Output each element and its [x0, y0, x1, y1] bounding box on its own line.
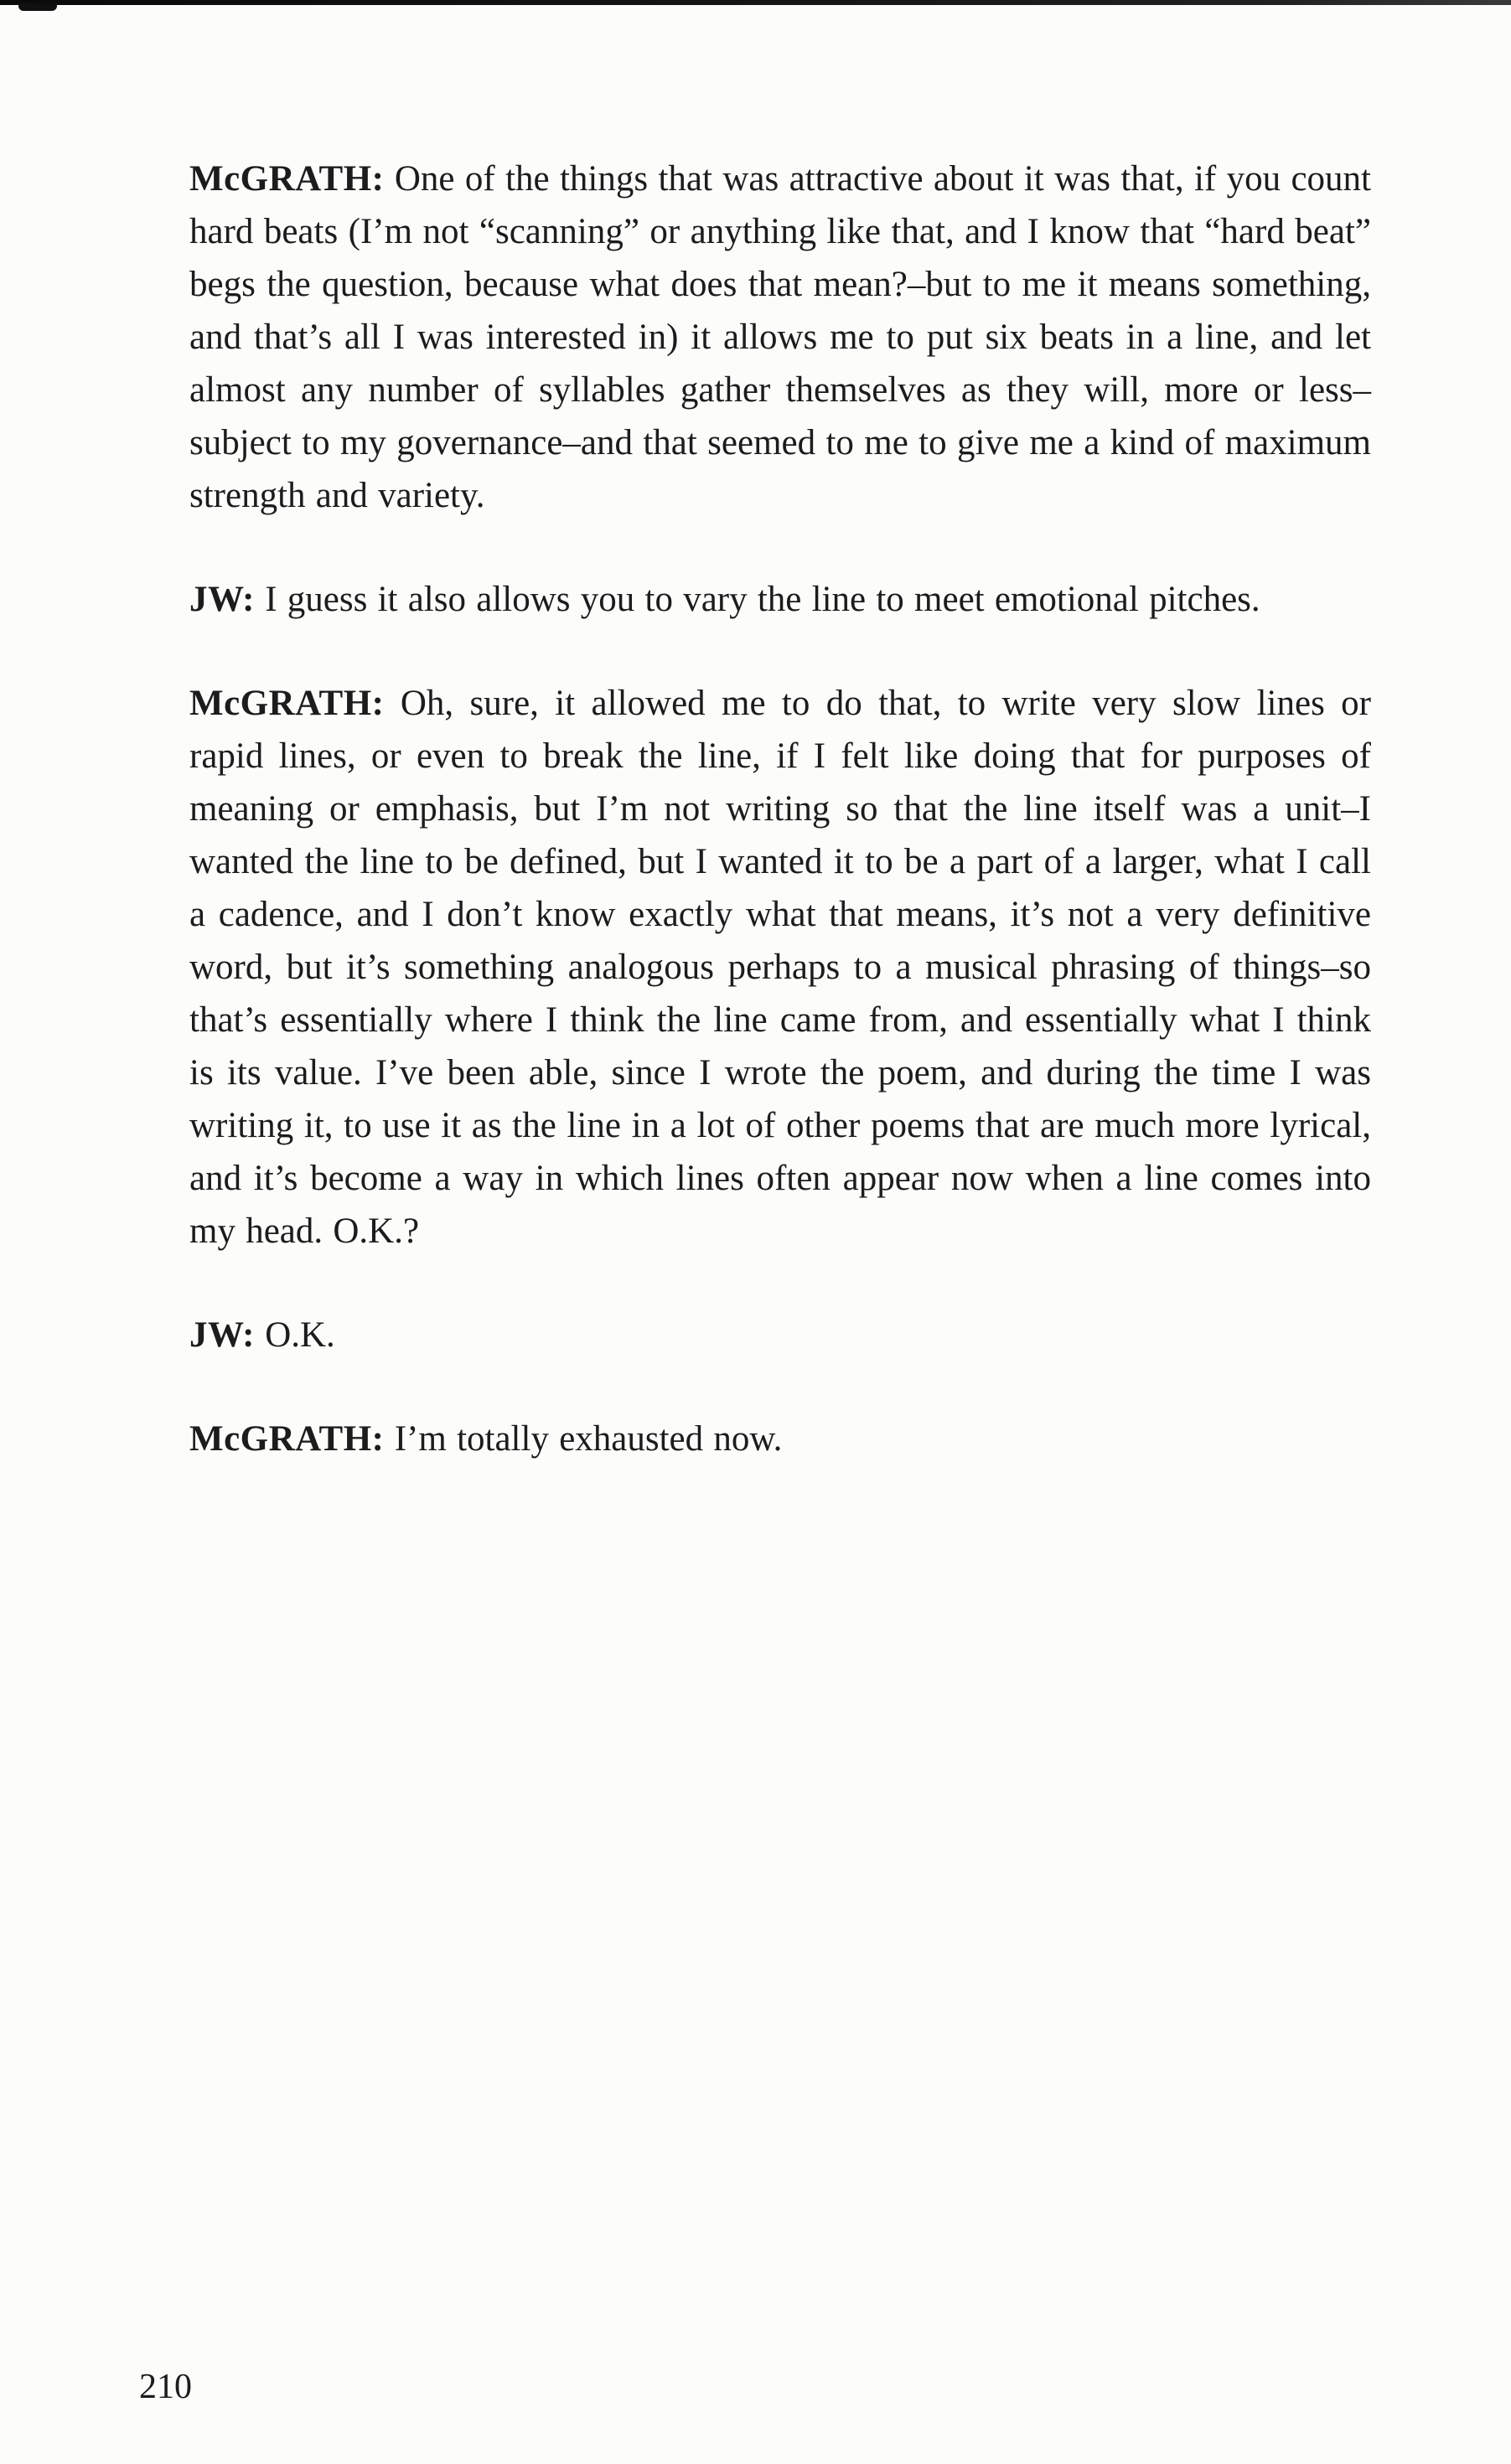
speaker-label: McGRATH:	[189, 159, 385, 199]
speaker-label: McGRATH:	[189, 684, 385, 723]
paragraph-mcgrath-1	[189, 152, 1371, 522]
scan-artifact-blob	[18, 3, 57, 11]
page-number: 210	[139, 2368, 192, 2406]
speaker-label: JW:	[189, 1315, 255, 1355]
scan-artifact-top-edge	[0, 0, 1511, 5]
paragraph-text: O.K.	[254, 1315, 335, 1355]
speaker-label: JW:	[189, 580, 255, 619]
interview-text-block	[189, 152, 1371, 1465]
paragraph-jw-2	[189, 1309, 1371, 1361]
paragraph-text: One of the things that was attractive about it was that, if you count hard beats (I’m not “scanning” or anything like that, and I know that “hard beat” begs the question, because what does that mean?–but to me it means something, and that’s all I was interested in) it allows me to put six beats in a line, and let almost any number of syllables gather themselves as they will, more or less–subject to my governance–and that seemed to me to give me a kind of maximum strength and variety.	[189, 159, 1371, 515]
paragraph-jw-1	[189, 573, 1371, 626]
paragraph-text: I guess it also allows you to vary the line to meet emotional pitches.	[254, 580, 1260, 619]
paragraph-text: I’m totally exhausted now.	[384, 1419, 783, 1459]
paragraph-mcgrath-2	[189, 677, 1371, 1258]
paragraph-mcgrath-3	[189, 1413, 1371, 1465]
paragraph-text: Oh, sure, it allowed me to do that, to write very slow lines or rapid lines, or even to break the line, if I felt like doing that for purposes of meaning or emphasis, but I’m not writing so that the line itself was a unit–I wanted the line to be defined, but I wanted it to be a part of a larger, what I call a cadence, and I don’t know exactly what that means, it’s not a very definitive word, but it’s something analogous perhaps to a musical phrasing of things–so that’s essentially where I think the line came from, and essentially what I think is its value. I’ve been able, since I wrote the poem, and during the time I was writing it, to use it as the line in a lot of other poems that are much more lyrical, and it’s become a way in which lines often appear now when a line comes into my head. O.K.?	[189, 684, 1371, 1251]
speaker-label: McGRATH:	[189, 1419, 385, 1459]
